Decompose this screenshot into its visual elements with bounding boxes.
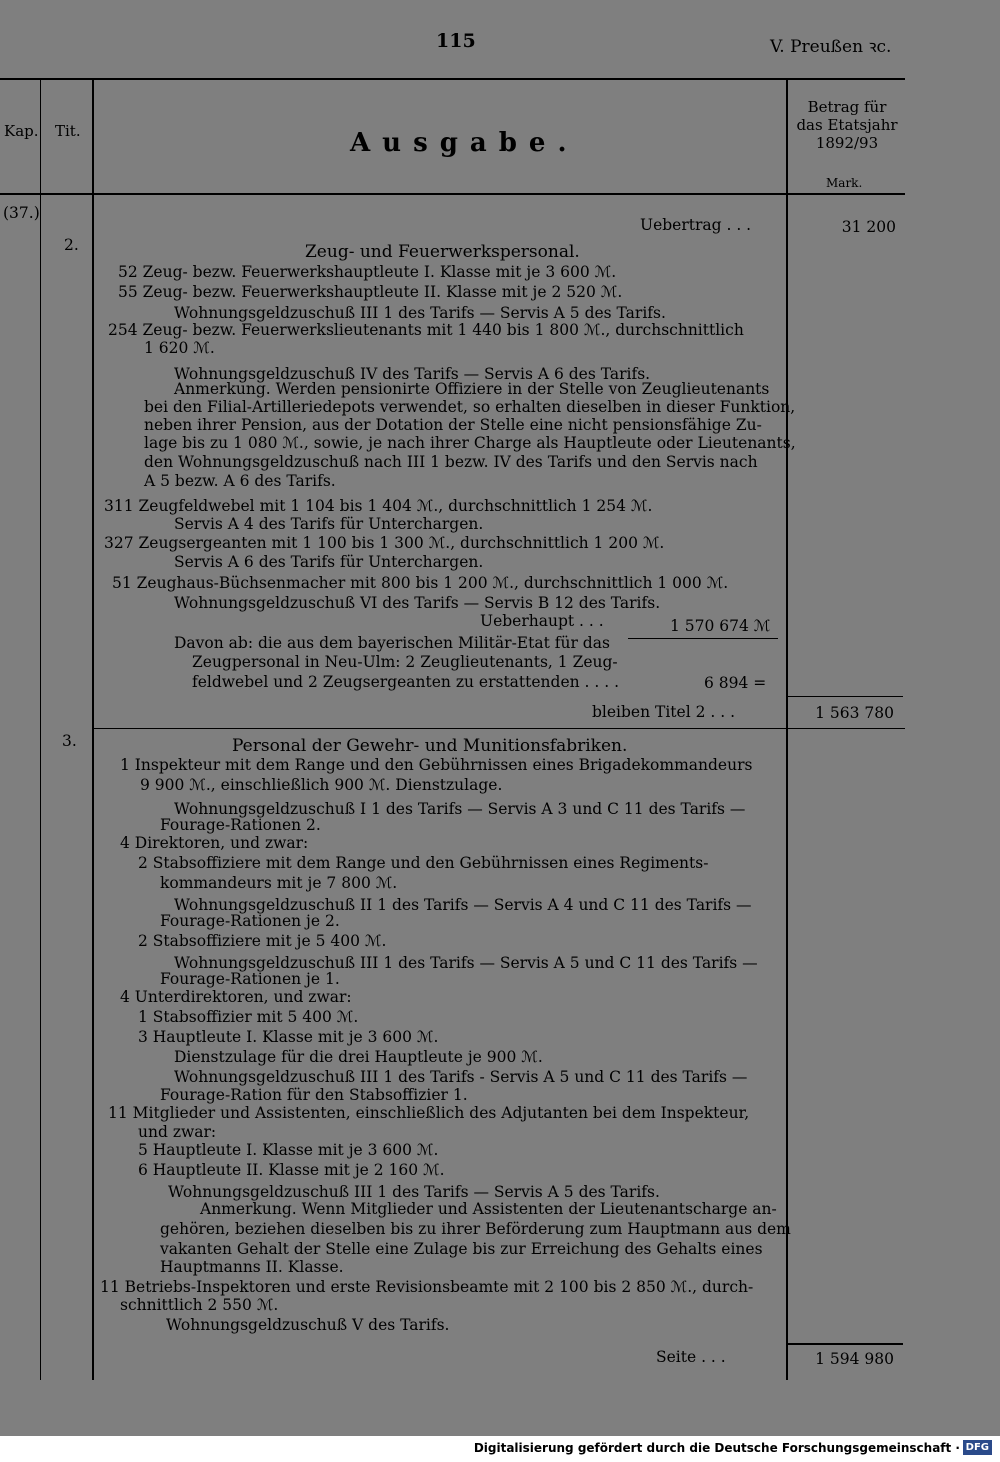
column-header-ausgabe: Ausgabe. [350,128,579,158]
text-line: kommandeurs mit je 7 800 ℳ. [160,874,398,892]
section-title-2: Zeug- und Feuerwerkspersonal. [305,242,580,262]
text-line: Wohnungsgeldzuschuß III 1 des Tarifs - Servis A 5 und C 11 des Tarifs — [174,1068,748,1086]
betrag-line2: das Etatsjahr [796,116,898,134]
tit-3: 3. [62,732,77,750]
text-line: Wohnungsgeldzuschuß III 1 des Tarifs — Servis A 5 des Tarifs. [174,304,666,322]
seite-rule [788,1343,903,1345]
text-line: Davon ab: die aus dem bayerischen Militär-Etat für das [174,634,610,652]
text-line: Wohnungsgeldzuschuß V des Tarifs. [166,1316,450,1334]
footer-bar [0,1436,1000,1462]
subtotal-rule [788,696,903,697]
section-divider [94,728,905,729]
text-line: 11 Betriebs-Inspektoren und erste Revisionsbeamte mit 2 100 bis 2 850 ℳ., durch- [100,1278,754,1296]
text-line: 1 Inspekteur mit dem Range und den Gebührnissen eines Brigadekommandeurs [120,756,753,774]
text-line: Fourage-Ration für den Stabsoffizier 1. [160,1086,468,1104]
text-line: 4 Direktoren, und zwar: [120,834,309,852]
text-line: Wohnungsgeldzuschuß I 1 des Tarifs — Servis A 3 und C 11 des Tarifs — [174,800,746,818]
text-line: und zwar: [138,1123,217,1141]
text-line: Wohnungsgeldzuschuß II 1 des Tarifs — Servis A 4 und C 11 des Tarifs — [174,896,752,914]
text-line: 2 Stabsoffiziere mit dem Range und den Gebührnissen eines Regiments- [138,854,709,872]
footer-credit: Digitalisierung gefördert durch die Deutsche Forschungsgemeinschaft · [473,1441,960,1455]
bleiben-amount: 1 563 780 [815,704,894,722]
running-head: V. Preußen ꝛc. [770,37,892,57]
top-rule [0,78,905,80]
column-header-kap: Kap. [4,122,39,140]
section-title-3: Personal der Gewehr- und Munitionsfabriken. [232,736,628,756]
col-rule-tit [92,80,94,1380]
betrag-line3: 1892/93 [815,134,879,152]
text-line: 51 Zeughaus-Büchsenmacher mit 800 bis 1 200 ℳ., durchschnittlich 1 000 ℳ. [112,574,729,592]
text-line: 52 Zeug- bezw. Feuerwerkshauptleute I. Klasse mit je 3 600 ℳ. [118,263,617,281]
text-line: Dienstzulage für die drei Hauptleute je 900 ℳ. [174,1048,543,1066]
text-line: Anmerkung. Werden pensionirte Offiziere in der Stelle von Zeuglieutenants [174,380,770,398]
text-line: 6 Hauptleute II. Klasse mit je 2 160 ℳ. [138,1161,445,1179]
text-line: 2 Stabsoffiziere mit je 5 400 ℳ. [138,932,387,950]
text-line: Wohnungsgeldzuschuß III 1 des Tarifs — Servis A 5 des Tarifs. [168,1183,660,1201]
column-header-betrag [790,98,904,152]
text-line: A 5 bezw. A 6 des Tarifs. [144,472,336,490]
ueberhaupt-label: Ueberhaupt . . . [480,612,604,630]
header-bottom-rule [0,193,905,195]
text-line: 11 Mitglieder und Assistenten, einschließlich des Adjutanten bei dem Inspekteur, [108,1104,750,1122]
seite-amount: 1 594 980 [815,1350,894,1368]
text-line: Wohnungsgeldzuschuß III 1 des Tarifs — Servis A 5 und C 11 des Tarifs — [174,954,758,972]
text-line: 55 Zeug- bezw. Feuerwerkshauptleute II. Klasse mit je 2 520 ℳ. [118,283,623,301]
text-line: 4 Unterdirektoren, und zwar: [120,988,352,1006]
text-line: 5 Hauptleute I. Klasse mit je 3 600 ℳ. [138,1141,439,1159]
tit-2: 2. [64,236,79,254]
bleiben-label: bleiben Titel 2 . . . [592,703,736,721]
text-line: schnittlich 2 550 ℳ. [120,1296,279,1314]
text-line: Anmerkung. Wenn Mitglieder und Assistenten der Lieutenantscharge an- [200,1200,777,1218]
seite-label: Seite . . . [656,1348,726,1366]
text-line: 1 620 ℳ. [144,339,215,357]
ueberhaupt-rule [628,638,778,639]
text-line: Zeugpersonal in Neu-Ulm: 2 Zeuglieutenants, 1 Zeug- [192,653,618,671]
text-line: gehören, beziehen dieselben bis zu ihrer Beförderung zum Hauptmann aus dem [160,1220,791,1238]
betrag-line1: Betrag für [807,98,887,116]
text-line: 327 Zeugsergeanten mit 1 100 bis 1 300 ℳ., durchschnittlich 1 200 ℳ. [104,534,665,552]
dfg-logo: DFG [963,1440,992,1455]
ueberhaupt-amount: 1 570 674 ℳ [670,617,771,635]
column-header-tit: Tit. [55,122,81,140]
page-number: 115 [436,30,476,52]
text-line: bei den Filial-Artilleriedepots verwendet, so erhalten dieselben in dieser Funktion, [144,398,796,416]
col-rule-betrag [786,80,788,1380]
text-line: Fourage-Rationen je 2. [160,912,340,930]
uebertrag-label: Uebertrag . . . [640,216,752,234]
text-line: vakanten Gehalt der Stelle eine Zulage bis zur Erreichung des Gehalts eines [160,1240,763,1258]
text-line: 254 Zeug- bezw. Feuerwerkslieutenants mit 1 440 bis 1 800 ℳ., durchschnittlich [108,321,744,339]
kap-value: (37.) [3,204,40,222]
text-line: Wohnungsgeldzuschuß IV des Tarifs — Servis A 6 des Tarifs. [174,365,651,383]
column-header-mark: Mark. [826,176,863,190]
text-line: lage bis zu 1 080 ℳ., sowie, je nach ihrer Charge als Hauptleute oder Lieutenants, [144,434,796,452]
davon-amount: 6 894 = [704,674,767,692]
text-line: 311 Zeugfeldwebel mit 1 104 bis 1 404 ℳ., durchschnittlich 1 254 ℳ. [104,497,653,515]
text-line: Hauptmanns II. Klasse. [160,1258,344,1276]
text-line: Wohnungsgeldzuschuß VI des Tarifs — Servis B 12 des Tarifs. [174,594,661,612]
text-line: feldwebel und 2 Zeugsergeanten zu erstattenden . . . . [192,673,620,691]
col-rule-kap [40,80,41,1380]
text-line: 9 900 ℳ., einschließlich 900 ℳ. Dienstzulage. [140,776,503,794]
text-line: Fourage-Rationen je 1. [160,970,340,988]
text-line: 3 Hauptleute I. Klasse mit je 3 600 ℳ. [138,1028,439,1046]
text-line: Fourage-Rationen 2. [160,816,321,834]
text-line: Servis A 6 des Tarifs für Unterchargen. [174,553,484,571]
text-line: neben ihrer Pension, aus der Dotation der Stelle eine nicht pensionsfähige Zu- [144,416,762,434]
text-line: den Wohnungsgeldzuschuß nach III 1 bezw. IV des Tarifs und den Servis nach [144,453,758,471]
text-line: 1 Stabsoffizier mit 5 400 ℳ. [138,1008,359,1026]
text-line: Servis A 4 des Tarifs für Unterchargen. [174,515,484,533]
uebertrag-amount: 31 200 [841,218,896,236]
